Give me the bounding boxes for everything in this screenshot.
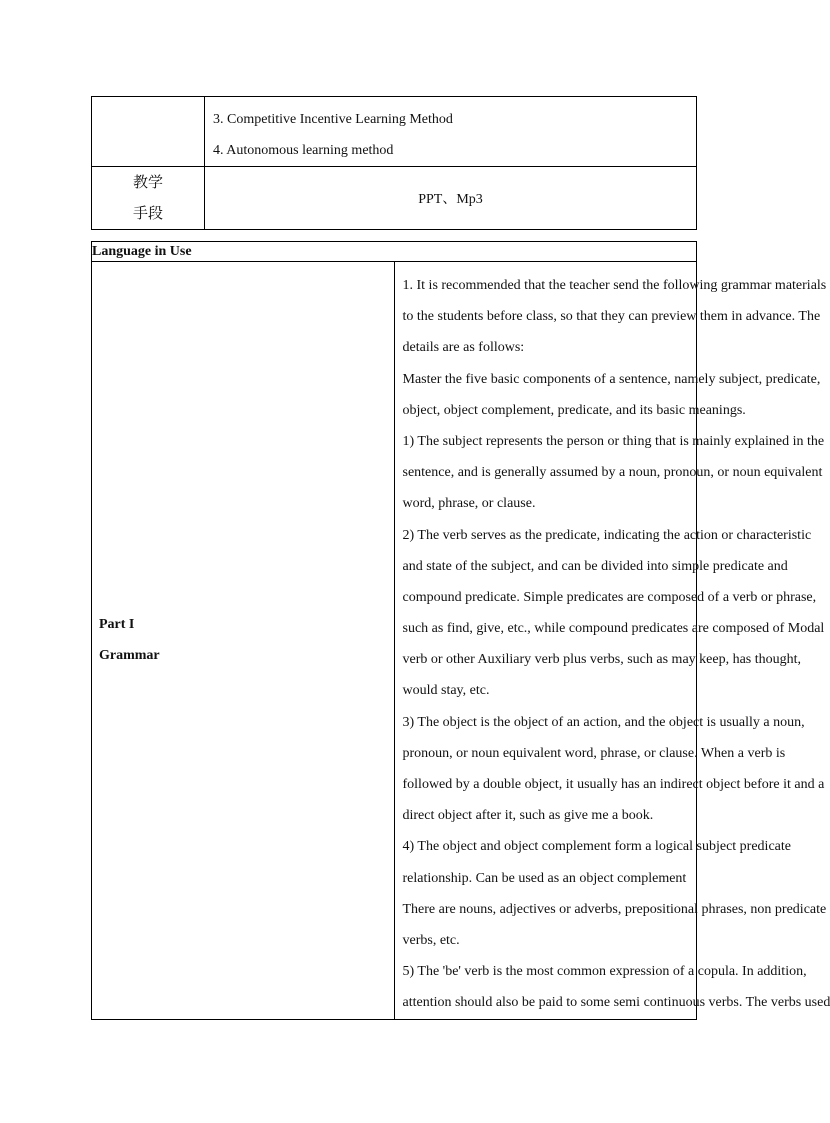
text-line: followed by a double object, it usually has an indirect object before it and a — [402, 777, 825, 792]
text-line: object, object complement, predicate, and its basic meanings. — [402, 402, 746, 418]
methods-label-cell — [92, 97, 205, 167]
section-header-row — [92, 242, 697, 262]
teaching-means-value: PPT、Mp3 — [205, 167, 697, 230]
text-line: would stay, etc. — [402, 683, 490, 699]
language-in-use-table — [91, 241, 830, 1020]
text-line: to the students before class, so that they can preview them in advance. The — [402, 309, 821, 325]
part-title: Grammar — [99, 648, 160, 664]
text-line: pronoun, or noun equivalent word, phrase, or clause. When a verb is — [402, 745, 786, 761]
text-line: There are nouns, adjectives or adverbs, prepositional phrases, non predicate — [402, 901, 827, 917]
text-line: 2) The verb serves as the predicate, indicating the action or characteristic — [402, 527, 812, 543]
text-line: 5) The 'be' verb is the most common expression of a copula. In addition, — [402, 964, 807, 980]
text-line: relationship. Can be used as an object complement — [402, 870, 687, 886]
methods-cell — [205, 97, 697, 167]
grammar-content-cell — [394, 262, 830, 1020]
text-line: Master the five basic components of a sentence, namely subject, predicate, — [402, 371, 821, 387]
section-header: Language in Use — [92, 242, 697, 262]
text-line: verb or other Auxiliary verb plus verbs, such as may keep, has thought, — [402, 652, 802, 668]
text-line: 1. It is recommended that the teacher send the following grammar materials — [402, 278, 827, 293]
teaching-means-row — [92, 167, 697, 230]
methods-row — [92, 97, 697, 167]
text-line: and state of the subject, and can be divided into simple predicate and — [402, 558, 788, 574]
grammar-text — [395, 262, 830, 1019]
teaching-means-label: 教学 手段 — [92, 167, 205, 230]
text-line: direct object after it, such as give me a book. — [402, 808, 654, 824]
text-line: sentence, and is generally assumed by a noun, pronoun, or noun equivalent — [402, 465, 823, 481]
method-item: 4. Autonomous learning method — [213, 143, 394, 159]
method-item: 3. Competitive Incentive Learning Method — [213, 112, 453, 127]
grammar-row — [92, 262, 697, 1020]
text-line: attention should also be paid to some semi continuous verbs. The verbs used — [402, 995, 830, 1011]
text-line: 3) The object is the object of an action, and the object is usually a noun, — [402, 714, 805, 730]
part-number: Part I — [99, 617, 135, 633]
text-line: 4) The object and object complement form a logical subject predicate — [402, 839, 791, 855]
text-line: 1) The subject represents the person or thing that is mainly explained in the — [402, 433, 825, 449]
text-line: word, phrase, or clause. — [402, 496, 536, 512]
text-line: such as find, give, etc., while compound predicates are composed of Modal — [402, 621, 825, 637]
text-line: details are as follows: — [402, 340, 525, 356]
text-line: verbs, etc. — [402, 932, 460, 948]
part-label-cell — [92, 262, 395, 1020]
text-line: compound predicate. Simple predicates are composed of a verb or phrase, — [402, 589, 817, 605]
teaching-methods-table — [91, 96, 697, 230]
